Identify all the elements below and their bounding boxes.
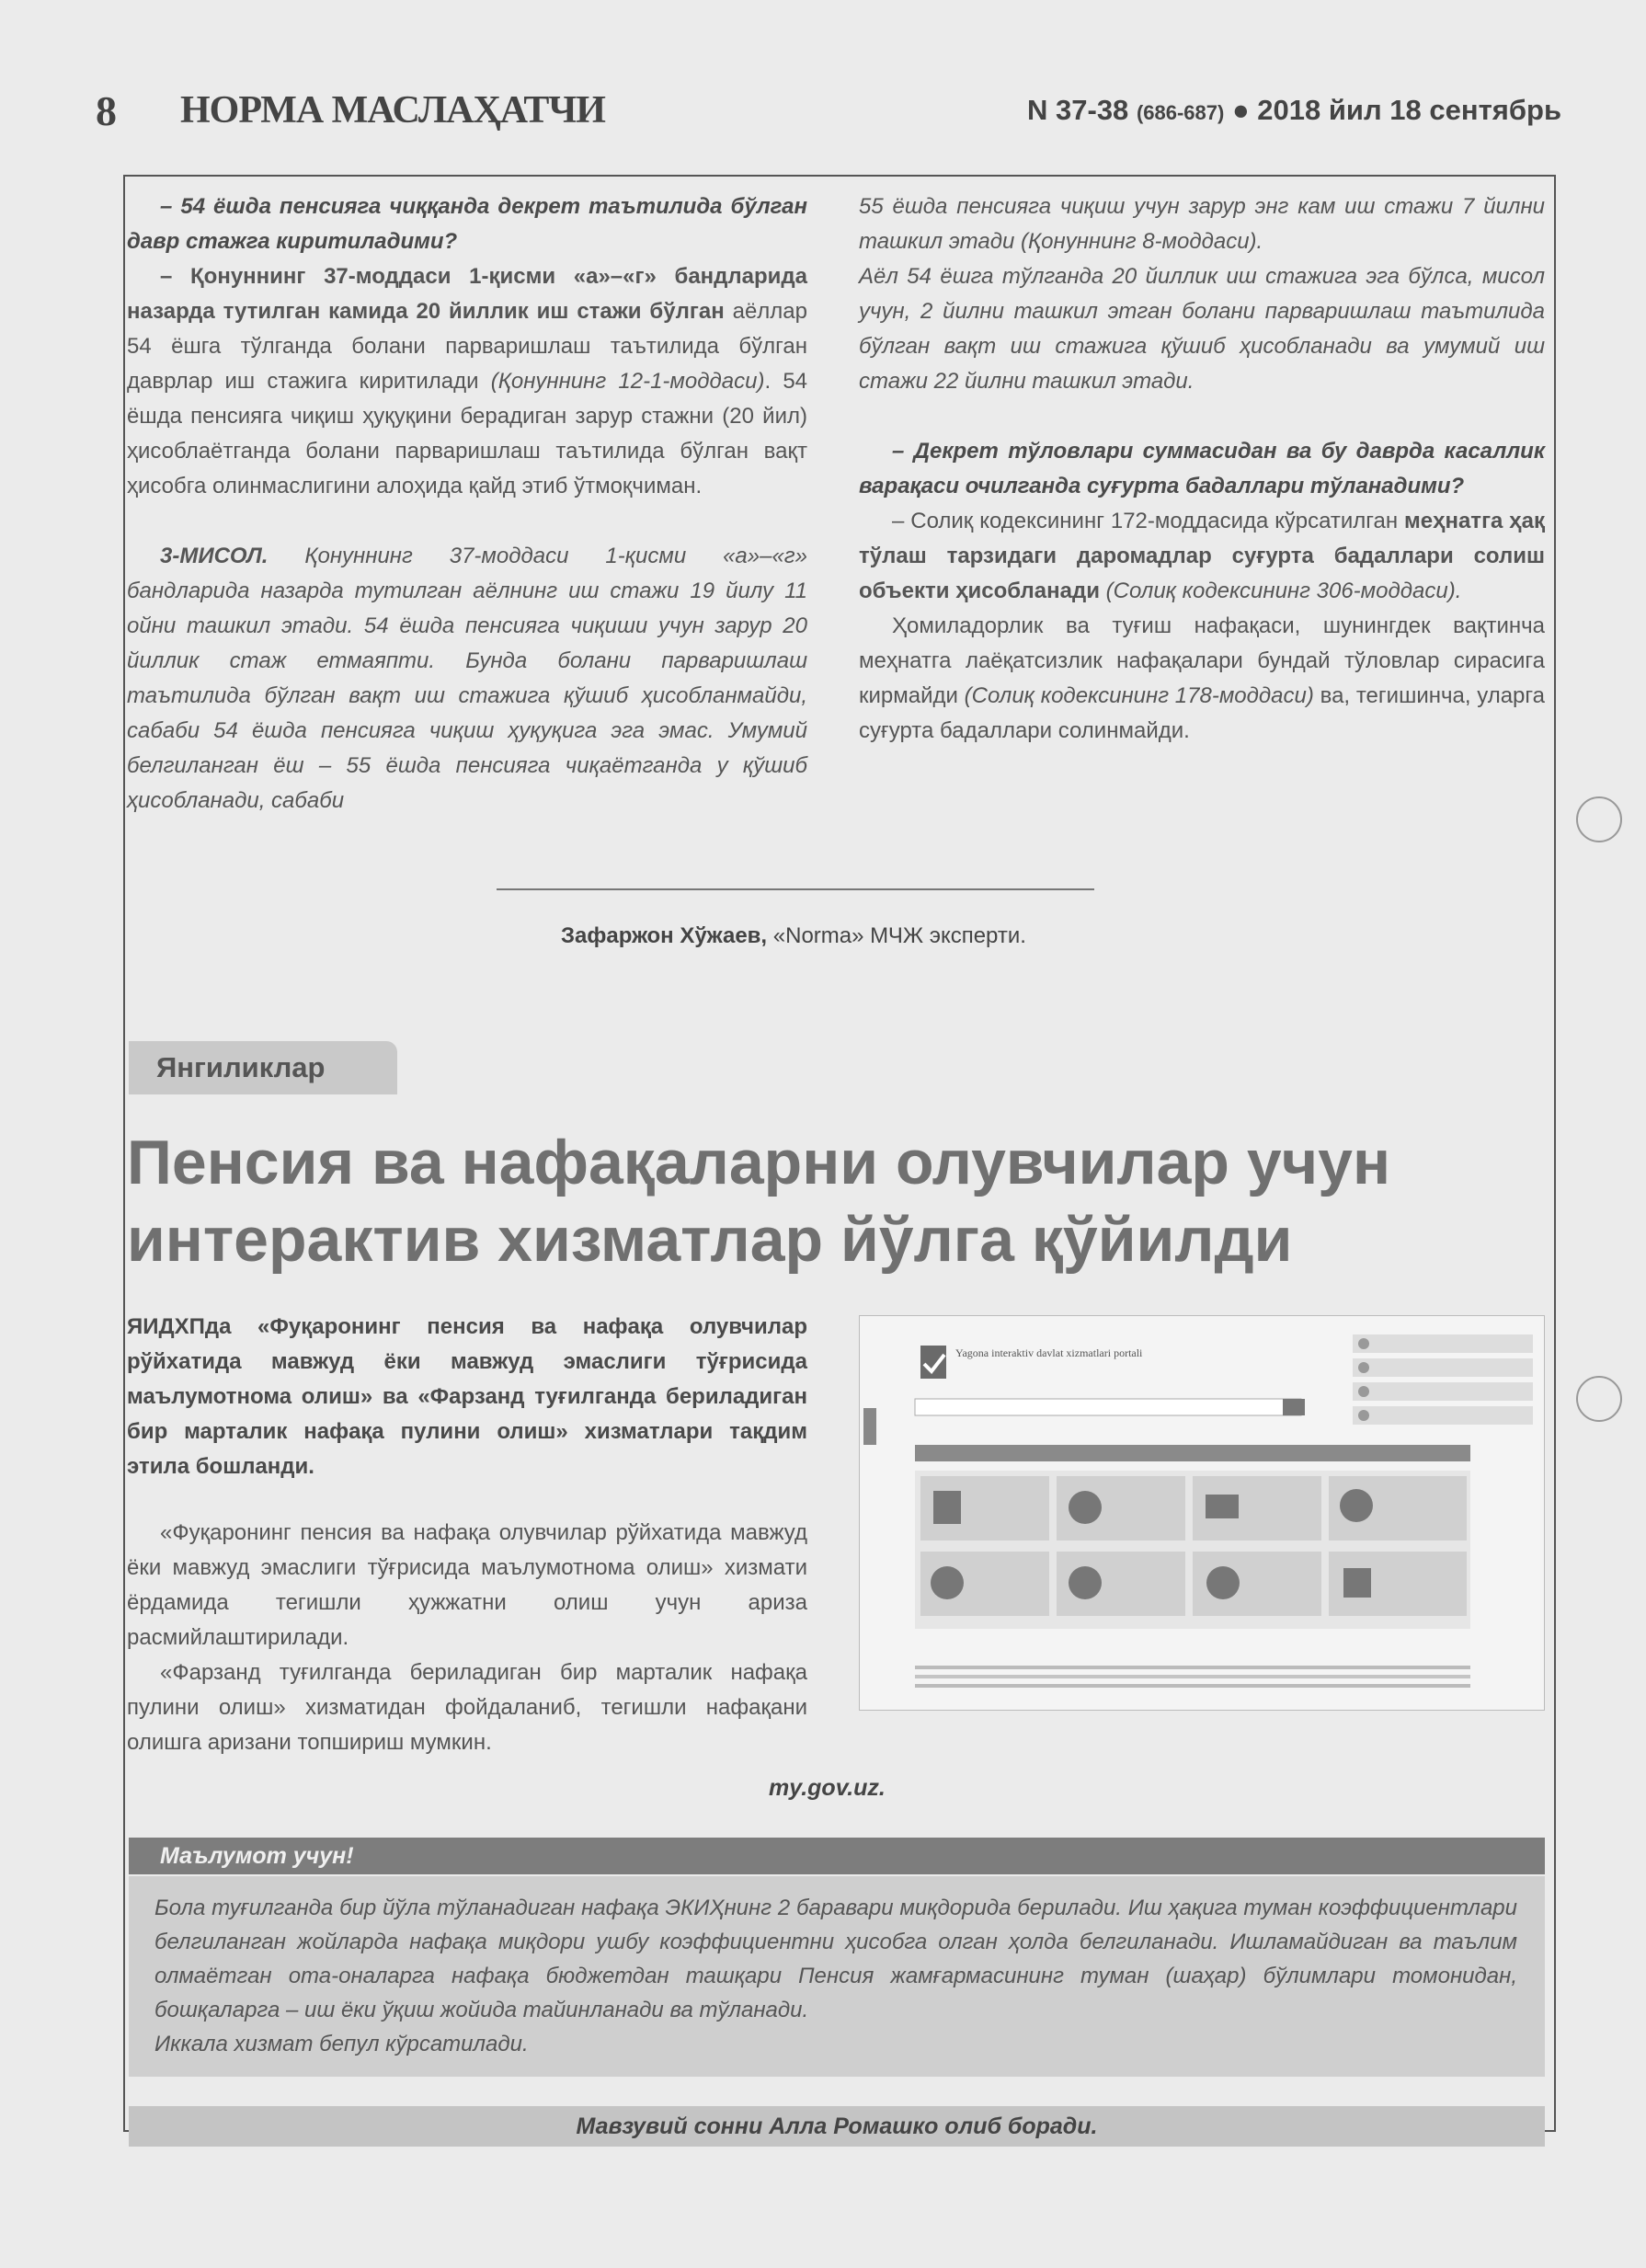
example-text: Қонуннинг 37-моддаси 1-қисми «а»–«г» бандларида назарда тутилган аёлнинг иш стажи 19 йилу 11 ойни ташкил этади. 54 ёшда пенсияга чиқиши учун зарур 20 йиллик стаж етмаяпти. Бунда болани парваришлаш таътилида бўлган вақт иш стажига қўшиб ҳисобланмайди, сабаби 54 ёшда пенсияга чиқиш ҳуқуқига эга эмас. Умумий белгиланган ёш – 55 ёшда пенсияга чиқаётганда у қўшиб ҳисобланади, сабаби — [127, 544, 807, 813]
news-paragraph-2: «Фарзанд туғилганда бериладиган бир марталик нафақа пулини олиш» хизматидан фойдаланиб, тегишли нафақани олишга аризани топшириш мумкин. — [127, 1660, 807, 1755]
example-label: 3-МИСОЛ. — [160, 544, 269, 568]
author-position: «Norma» МЧЖ эксперти. — [767, 923, 1026, 948]
portal-title-text: Yagona interaktiv davlat xizmatlari portali — [955, 1346, 1143, 1359]
info-text: Бола туғилганда бир йўла тўланадиган нафақа ЭКИҲнинг 2 баравари миқдорида берилади. Иш ҳақига туман коэффициентлари белгиланган жойларда нафақа миқдори ушбу коэффициентни ҳисобга олган ҳолда белгиланади. Ишламайдиган ва таълим олмаётган ота-оналарга нафақа бюджетдан ташқари Пенсия жамғармасининг туман (шаҳар) бўлимлари томонидан, бошқаларга – иш ёки ўқиш жойида тайинланади ва тўланади. — [154, 1896, 1517, 2022]
para2-ref: (Солиқ кодексининг 178-моддаси) — [964, 683, 1314, 708]
punch-hole-bottom — [1576, 1376, 1622, 1422]
author-name: Зафаржон Хўжаев, — [561, 923, 768, 948]
answer-2-start: – Солиқ кодексининг 172-моддасида кўрсатилган — [892, 509, 1405, 533]
answer-1-end: . 54 ёшда пенсияга чиқиш ҳуқуқини берадиган зарур стажни (20 йил) ҳисоблаётганда болани парваришлаш таътилида бўлган вақт ҳисобга олинмаслигини алоҳида қайд этиб ўтмоқчиман. — [127, 369, 808, 498]
news-lead: ЯИДХПда «Фуқаронинг пенсия ва нафақа олувчилар рўйхатида мавжуд ёки мавжуд эмаслиги тўғрисида маълумотнома олиш» ва «Фарзанд туғилганда бериладиган бир марталик нафақа пулини олиш» хизматлари тақдим этила бошланди. — [127, 1314, 807, 1479]
info-box — [129, 1876, 1545, 2077]
news-paragraph-1: «Фуқаронинг пенсия ва нафақа олувчилар рўйхатида мавжуд ёки мавжуд эмаслиги тўғрисида маълумотнома олиш» хизмати ёрдамида тегишли ҳужжатни олиш учун ариза расмийлаштирилади. — [127, 1520, 807, 1650]
info-header: Маълумот учун! — [129, 1838, 1545, 1874]
question-2: – Декрет тўловлари суммасидан ва бу даврда касаллик варақаси очилганда суғурта бадаллари тўланадими? — [859, 439, 1545, 498]
portal-screenshot-image — [860, 1316, 1544, 1710]
news-headline: Пенсия ва нафақаларни олувчилар учун интерактив хизматлар йўлга қўйилди — [127, 1128, 1391, 1275]
publication-title: НОРМА МАСЛАҲАТЧИ — [180, 89, 605, 132]
para2-start: Ҳомиладорлик ва туғиш нафақаси, шунингдек вақтинча меҳнатга лаёқатсизлик нафақалари бундай тўловлар сирасига кирмайди — [859, 613, 1545, 708]
answer-1-mid: аёллар 54 ёшга тўлганда болани парваришлаш таътилида бўлган даврлар иш стажига киритилади — [127, 299, 807, 394]
section-tag: Янгиликлар — [129, 1041, 397, 1094]
answer-1 — [127, 259, 807, 504]
answer-2-para — [859, 609, 1545, 749]
issue-subnumber: (686-687) — [1136, 101, 1225, 124]
portal-logo-icon — [920, 1346, 946, 1379]
info-text-2: Иккала хизмат бепул кўрсатилади. — [154, 2032, 529, 2056]
portal-screenshot — [859, 1315, 1545, 1711]
issue-info — [1027, 94, 1561, 127]
left-column — [127, 189, 807, 819]
news-body — [127, 1516, 807, 1760]
answer-2 — [859, 504, 1545, 609]
news-source: my.gov.uz. — [769, 1775, 886, 1801]
punch-hole-top — [1576, 796, 1622, 842]
example-continuation: 55 ёшда пенсияга чиқиш учун зарур энг кам иш стажи 7 йилни ташкил этади (Қонуннинг 8-моддаси). — [859, 194, 1545, 254]
issue-number: N 37-38 — [1027, 94, 1129, 126]
answer-1-bold: – Қонуннинг 37-моддаси 1-қисми «а»–«г» бандларида назарда тутилган камида 20 йиллик иш стажи бўлган — [127, 264, 807, 324]
example-3 — [127, 539, 807, 819]
para2-end: ва, тегишинча, уларга суғурта бадаллари солинмайди. — [859, 683, 1545, 743]
page-number: 8 — [96, 87, 117, 134]
separator-line — [497, 888, 1094, 890]
editor-note: Мавзувий сонни Алла Ромашко олиб боради. — [129, 2106, 1545, 2147]
answer-2-ref: (Солиқ кодексининг 306-моддаси). — [1099, 578, 1462, 603]
issue-date: ● 2018 йил 18 сентябрь — [1231, 94, 1561, 126]
example-continuation-2: Аёл 54 ёшга тўлганда 20 йиллик иш стажига эга бўлса, мисол учун, 2 йилни ташкил этган болани парваришлаш таътилида бўлган вақт иш стажига қўшиб ҳисобланади ва умумий иш стажи 22 йилни ташкил этади. — [859, 264, 1545, 394]
author-signature — [561, 923, 1026, 949]
answer-2-bold: меҳнатга ҳақ тўлаш тарзидаги даромадлар суғурта бадаллари солиш объекти ҳисобланади — [859, 509, 1546, 603]
answer-1-ref: (Қонуннинг 12-1-моддаси) — [490, 369, 765, 394]
right-column — [859, 189, 1545, 749]
question-1: – 54 ёшда пенсияга чиққанда декрет таътилида бўлган давр стажга киритиладими? — [127, 194, 807, 254]
